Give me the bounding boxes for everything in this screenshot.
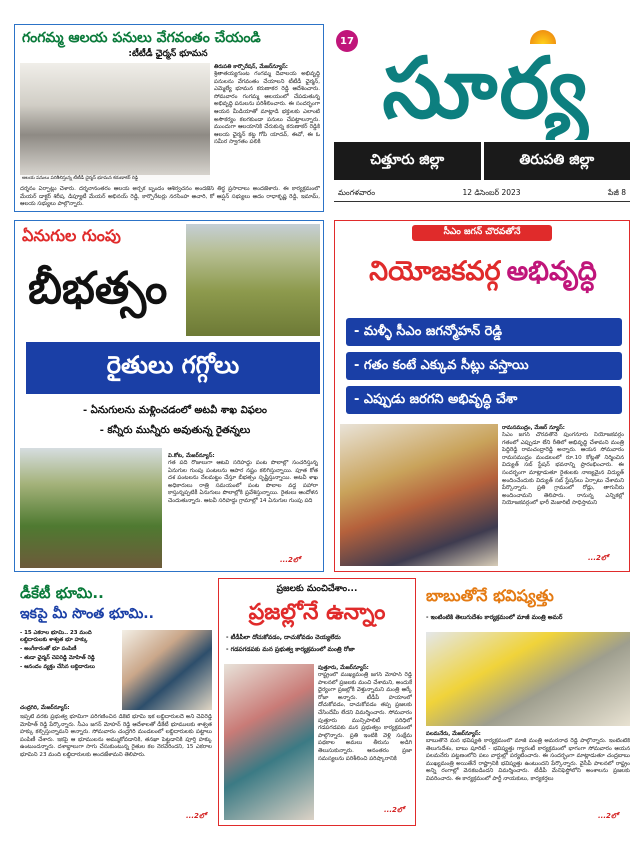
temple-body-bottom: దర్శనం ఏర్పాట్లు చేశారు. దర్శనానంతరం ఆలయ అర్చక బృందం ఆశీర్వచనం అందజేసి తీర్థ ప్రసాదాలు అందజేశారు. ఈ కార్యక్రమంలో మేయర్ డాక్టర్ శిరీష, డిప్యూటీ మేయర్ అభినయ్ రెడ్డి, కార్పొరేటర్లు నరసింహ ఆచారి, కో ఆప్షన్ సభ్యులు ఆదం రాధాకృష్ణ రెడ్డి, ఇమామ్, ఆలయ సభ్యులు పాల్గొన్నారు. <box>20 186 320 208</box>
development-photo <box>340 424 498 566</box>
people-bullet-1: - టీడీపీలా దోచుకోవడం, దాచుకోవడం చెయ్యలేదు <box>226 634 341 641</box>
land-kicker: డీకేటీ భూమి.. <box>20 584 104 602</box>
district-left: చిత్తూరు జిల్లా <box>334 142 481 180</box>
elephants-bullet-1: - ఏనుగులను మళ్లించడంలో అటవీ శాఖ విఫలం <box>83 405 267 416</box>
district-right: తిరుపతి జిల్లా <box>484 142 631 180</box>
land-bullet-2: - అంగీకారంతో భూ పంపిణీ <box>20 646 77 652</box>
land-bullet-3: - తుడా ఛైర్మన్ చెవిరెడ్డి మోహిత్ రెడ్డి <box>20 655 95 661</box>
development-bullet-3: - ఎప్పుడు జరగని అభివృద్ధి చేశా <box>346 386 622 414</box>
land-headline: ఇకపై మీ సొంత భూమి.. <box>20 606 154 622</box>
people-bullet-2: - గడపగడపకు మన ప్రభుత్వ కార్యక్రమంలో మంత్రి రోజా <box>226 646 355 653</box>
development-kicker: సీఎం జగన్ చొరవతోనే <box>412 225 552 241</box>
issue-day: మంగళవారం <box>338 188 376 197</box>
development-continued: ...2లో <box>588 554 609 562</box>
issue-number: 17 <box>340 35 354 47</box>
land-bullet-1: - 15 ఎకరాల భూమి.. 23 మంది లబ్దిదారులకు శాశ్వత భూ హక్కు <box>20 630 92 643</box>
elephants-banner <box>26 342 320 394</box>
development-dateline: రామసముద్రం, మేజర్ న్యూస్: <box>502 425 565 431</box>
page-number: పేజీ 8 <box>608 188 626 197</box>
elephants-field-photo <box>186 224 320 336</box>
date-line <box>334 186 630 202</box>
paper-title: సూర్య <box>382 39 590 137</box>
temple-photo <box>20 63 210 183</box>
development-headline-b: అభివృద్ధి <box>506 256 597 287</box>
people-photo <box>224 664 314 820</box>
elephants-headline: బీభత్సం <box>28 263 168 314</box>
land-bullets <box>20 630 118 671</box>
elephants-bullet-2: - కన్నీరు మున్నీరు అవుతున్న రైతన్నలు <box>99 425 251 436</box>
land-photo <box>122 630 212 710</box>
people-dateline: పుత్తూరు, మేజర్‌న్యూస్: <box>318 665 369 671</box>
development-body: సీఎం జగన్ చొరవతోనే పుంగనూరు నియోజకవర్గం గతంలో ఎప్పుడూ లేని రీతిలో అభివృద్ధి చేశామని మంత్రి పెద్దిరెడ్డి రామచంద్రారెడ్డి అన్నారు. ఆయన సోమవారం రామసముద్రం మండలంలో రూ.10 కోట్లతో నిర్మించిన విద్యుత్ సబ్ స్టేషన్ భవనాన్ని ప్రారంభించారు. ఈ సందర్భంగా మాట్లాడుతూ రైతులకు నాణ్యమైన విద్యుత్ అందించేందుకు విద్యుత్ సబ్ స్టేషన్‌లు ఏర్పాటు చేశామని పేర్కొన్నారు. ప్రతి గ్రామంలో రోడ్లు, తాగునీరు అందించామని తెలిపారు. రానున్న ఎన్నికల్లో నియోజకవర్గంలో భారీ మెజారిటీ సాధిస్తామని <box>502 432 624 507</box>
elephants-crop-photo <box>20 448 162 568</box>
development-headline-a: నియోజకవర్గ <box>369 256 501 287</box>
land-bullet-4: - ఆనందం వ్యక్తం చేసిన లబ్దిదారులు <box>20 664 95 670</box>
land-continued: ...2లో <box>186 812 207 820</box>
people-kicker: ప్రజలకు మంచిచేశాం... <box>276 584 358 594</box>
people-body: రాష్ట్రంలో ముఖ్యమంత్రి జగన్ మోహన్ రెడ్డి పాలనలో ప్రజలకు మంచి చేశామని, అందుకే ధైర్యంగా ప్రజల్లోకి వెళ్తున్నామని మంత్రి ఆర్కే రోజా అన్నారు. టీడీపీ హయాంలో దోచుకోవడం, దాచుకోవడం తప్ప ప్రజలకు చేసిందేమీ లేదని విమర్శించారు. సోమవారం పుత్తూరు మున్సిపాలిటీ పరిధిలో గడపగడపకు మన ప్రభుత్వం కార్యక్రమంలో పాల్గొన్నారు. ప్రతి ఇంటికి వెళ్లి సంక్షేమ పథకాల అమలు తీరును అడిగి తెలుసుకున్నారు. ఆనంతరం ప్రజా సమస్యలను పరిశీలించి పరిష్కారానికి <box>318 672 412 762</box>
development-headline <box>340 244 626 306</box>
elephants-body: గత పది రోజులుగా ఆటవీ సరిహద్దు పంట పొలాల్లో సంచరిస్తున్న ఏనుగుల గుంపు పంటలను ఆపార నష్టం కలిగిస్తున్నాయి. పూత కోత దశ పంటలను నేలమట్టం చేస్తూ బీభత్సం సృష్టిస్తున్నాయి. అటవీ శాఖ అధికారులు రాత్రి సమయంలో పంట పొలాల వద్ద పహారా కాస్తున్నప్పటికీ ఏనుగులు పొలాల్లోకి ప్రవేశిస్తున్నాయి. రైతులు ఆందోళన చెందుతున్నారు. ఆటవీ సరిహద్దు గ్రామాల్లో 14 ఏనుగుల గుంపు పది <box>168 460 318 504</box>
development-bullet-1: - మళ్ళీ సీఎం జగన్మోహన్ రెడ్డి <box>346 318 622 346</box>
elephants-kicker: ఏనుగుల గుంపు <box>22 226 121 245</box>
elephants-banner-text: రైతులు గగ్గోలు <box>106 351 240 379</box>
people-continued: ...2లో <box>384 806 405 814</box>
temple-dateline: తిరుపతి కార్పొరేషన్, మేజర్‌న్యూస్: <box>214 64 288 70</box>
land-body: ఇప్పటి వరకు ప్రభుత్వ భూమిగా పరిగణించిన డీకేటీ భూమి ఇక లబ్దిదారులదే అని చెవిరెడ్డి మోహిత్ రెడ్డి పేర్కొన్నారు. సీఎం జగన్ మోహన్ రెడ్డి ఆదేశాలతో డీకేటీ భూములకు శాశ్వత హక్కు కల్పిస్తున్నామని అన్నారు. సోమవారం చంద్రగిరి మండలంలో లబ్దిదారులకు పట్టాలు పంపిణీ చేశారు. ఇకపై ఆ భూములను అమ్ముకోవడానికి, తనఖా పెట్టడానికి పూర్తి హక్కు ఉంటుందన్నారు. దశాబ్దాలుగా సాగు చేసుకుంటున్న రైతుల కల నెరవేరిందని, 15 ఎకరాల భూమిని 23 మంది లబ్దిదారులకు అందజేశామని తెలిపారు. <box>20 714 212 758</box>
future-body: బాబుతోనే మన భవిష్యత్ కార్యక్రమంలో మాజీ మంత్రి అమరనాథ రెడ్డి పాల్గొన్నారు. ఇంటింటికి తెలుగుదేశం, బాబు షూరిటీ - భవిష్యత్తు గ్యారంటీ కార్యక్రమంలో భాగంగా సోమవారం ఆయన పలమనేరు పట్టణంలోని పలు వార్డుల్లో పర్యటించారు. ఈ సందర్భంగా మాట్లాడుతూ చంద్రబాబు ముఖ్యమంత్రి అయితేనే రాష్ట్రానికి భవిష్యత్తు ఉంటుందని పేర్కొన్నారు. వైసీపీ పాలనలో రాష్ట్రం అన్ని రంగాల్లో వెనకబడిందని విమర్శించారు. టీడీపీ మేనిఫెస్టోలోని అంశాలను ప్రజలకు వివరించారు. ఈ కార్యక్రమంలో పార్టీ నాయకులు, కార్యకర్తలు <box>426 738 630 782</box>
future-dateline: పలమనేరు, మేజర్‌న్యూస్: <box>426 731 481 737</box>
temple-headline: గంగమ్మ ఆలయ పనులు వేగవంతం చేయండి <box>22 30 261 46</box>
district-banner <box>334 142 630 180</box>
development-bullet-2: - గతం కంటే ఎక్కువ సీట్లు వస్తాయి <box>346 352 622 380</box>
temple-photo-caption: ఆలయ పనులు పరిశీలిస్తున్న టీటీడీ ఛైర్మన్ భూమన కరుణాకర్ రెడ్డి <box>20 175 210 183</box>
elephants-continued: ...2లో <box>280 556 301 564</box>
future-subhead: - ఇంటింటికి తెలుగుదేశం కార్యక్రమంలో మాజీ మంత్రి అమర్ <box>426 614 563 621</box>
future-continued: ...2లో <box>598 812 619 820</box>
people-headline: ప్రజల్లోనే ఉన్నాం <box>248 600 386 625</box>
future-headline: బాబుతోనే భవిష్యత్తు <box>426 586 554 605</box>
future-photo <box>426 632 630 726</box>
issue-date: 12 డిసెంబర్ 2023 <box>462 188 521 197</box>
temple-subhead: :టీటీడీ ఛైర్మన్ భూమన <box>128 49 208 59</box>
temple-body-right: శ్రీతాతయ్యగుంట గంగమ్మ దేవాలయ అభివృద్ధి పనులను వేగవంతం చేయాలని టీటీడీ ఛైర్మన్, ఎమ్మెల్యే భూమన కరుణాకర రెడ్డి ఆదేశించారు. సోమవారం గంగమ్మ ఆలయంలో చేపడుతున్న అభివృద్ధి పనులను పరిశీలించారు. ఈ సందర్భంగా ఆయన మీడియాతో మాట్లాడి భక్తులకు ఎలాంటి అసౌకర్యం కలగకుండా పనులు చేపట్టాలన్నారు. ముందుగా ఆలయానికి చేరుకున్న కరుణాకర్ రెడ్డికి ఆలయ ఛైర్మన్ కట్ట గోపి యాదవ్, ఈవో, ఈ ఓ సమీర స్వాగతం పలికి <box>214 71 320 146</box>
land-dateline: చంద్రగిరి, మేజర్‌న్యూస్: <box>20 705 70 711</box>
masthead <box>334 24 630 212</box>
elephants-dateline: వి.కోట, మేజర్‌న్యూస్: <box>168 453 215 459</box>
